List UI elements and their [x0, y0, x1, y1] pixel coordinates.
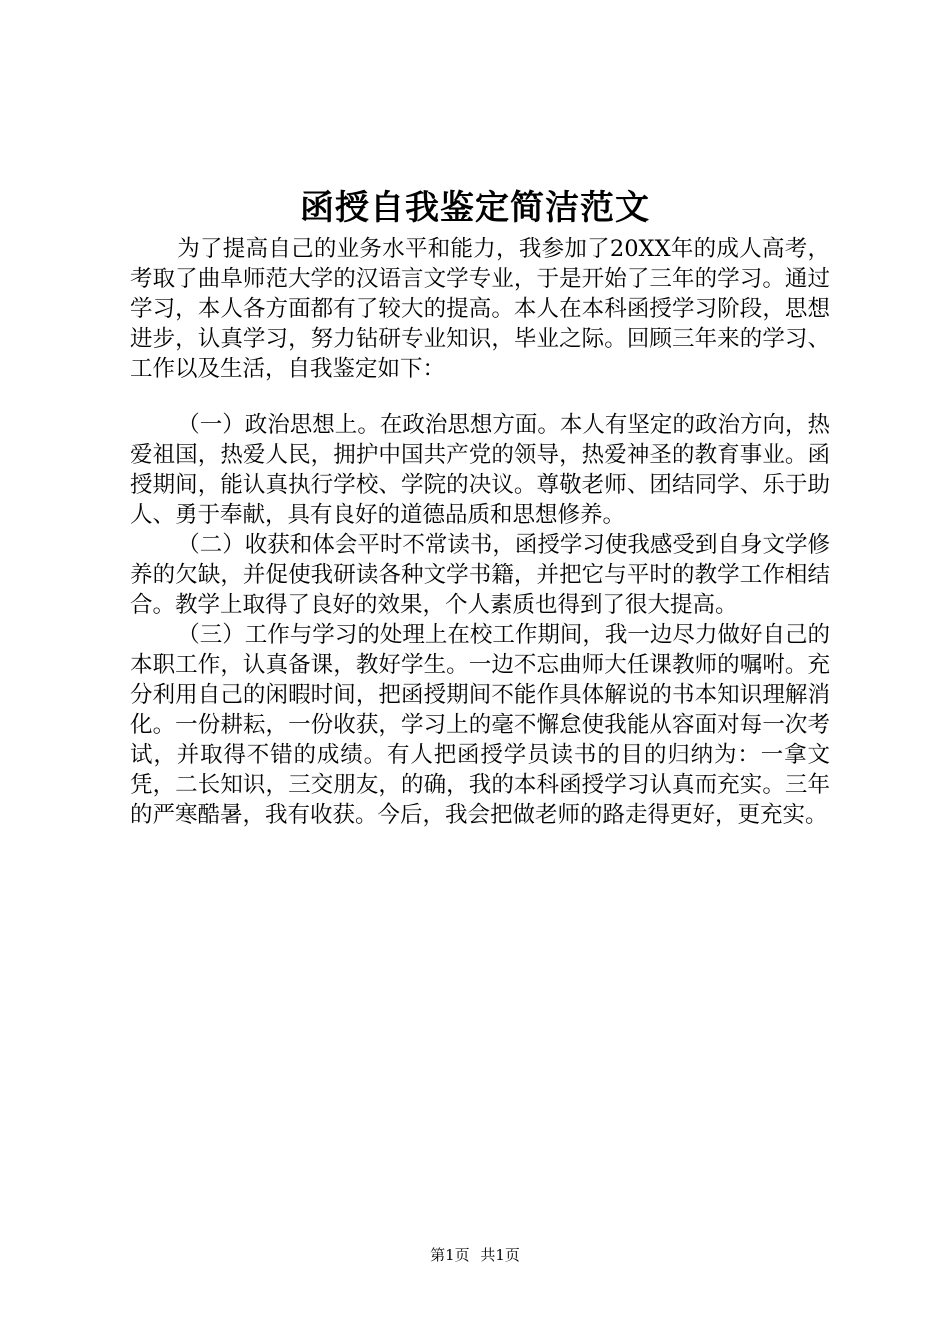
paragraph-intro: 为了提高自己的业务水平和能力，我参加了20XX年的成人高考，考取了曲阜师范大学的汉语言文学专业，于是开始了三年的学习。通过学习，本人各方面都有了较大的提高。本人在本科函授学习阶段，思想进步，认真学习，努力钻研专业知识，毕业之际。回顾三年来的学习、工作以及生活，自我鉴定如下： — [130, 236, 830, 382]
document-body — [130, 234, 830, 830]
document-title: 函授自我鉴定简洁范文 — [300, 188, 650, 228]
paragraph-work-study: （三）工作与学习的处理上在校工作期间，我一边尽力做好自己的本职工作，认真备课，教好学生。一边不忘曲师大任课教师的嘱咐。充分利用自己的闲暇时间，把函授期间不能作具体解说的书本知识理解消化。一份耕耘，一份收获，学习上的毫不懈怠使我能从容面对每一次考试，并取得不错的成绩。有人把函授学员读书的目的归纳为：一拿文凭，二长知识，三交朋友，的确，我的本科函授学习认真而充实。三年的严寒酷暑，我有收获。今后，我会把做老师的路走得更好，更充实。 — [130, 622, 830, 828]
page-total: 共1页 — [480, 1246, 520, 1264]
page-footer — [0, 1245, 950, 1265]
paragraph-gains: （二）收获和体会平时不常读书，函授学习使我感受到自身文学修养的欠缺，并促使我研读各种文学书籍，并把它与平时的教学工作相结合。教学上取得了良好的效果，个人素质也得到了很大提高。 — [130, 532, 830, 618]
page-number: 第1页 — [430, 1246, 470, 1264]
paragraph-political: （一）政治思想上。在政治思想方面。本人有坚定的政治方向，热爱祖国，热爱人民，拥护中国共产党的领导，热爱神圣的教育事业。函授期间，能认真执行学校、学院的决议。尊敬老师、团结同学、乐于助人、勇于奉献，具有良好的道德品质和思想修养。 — [130, 412, 830, 528]
